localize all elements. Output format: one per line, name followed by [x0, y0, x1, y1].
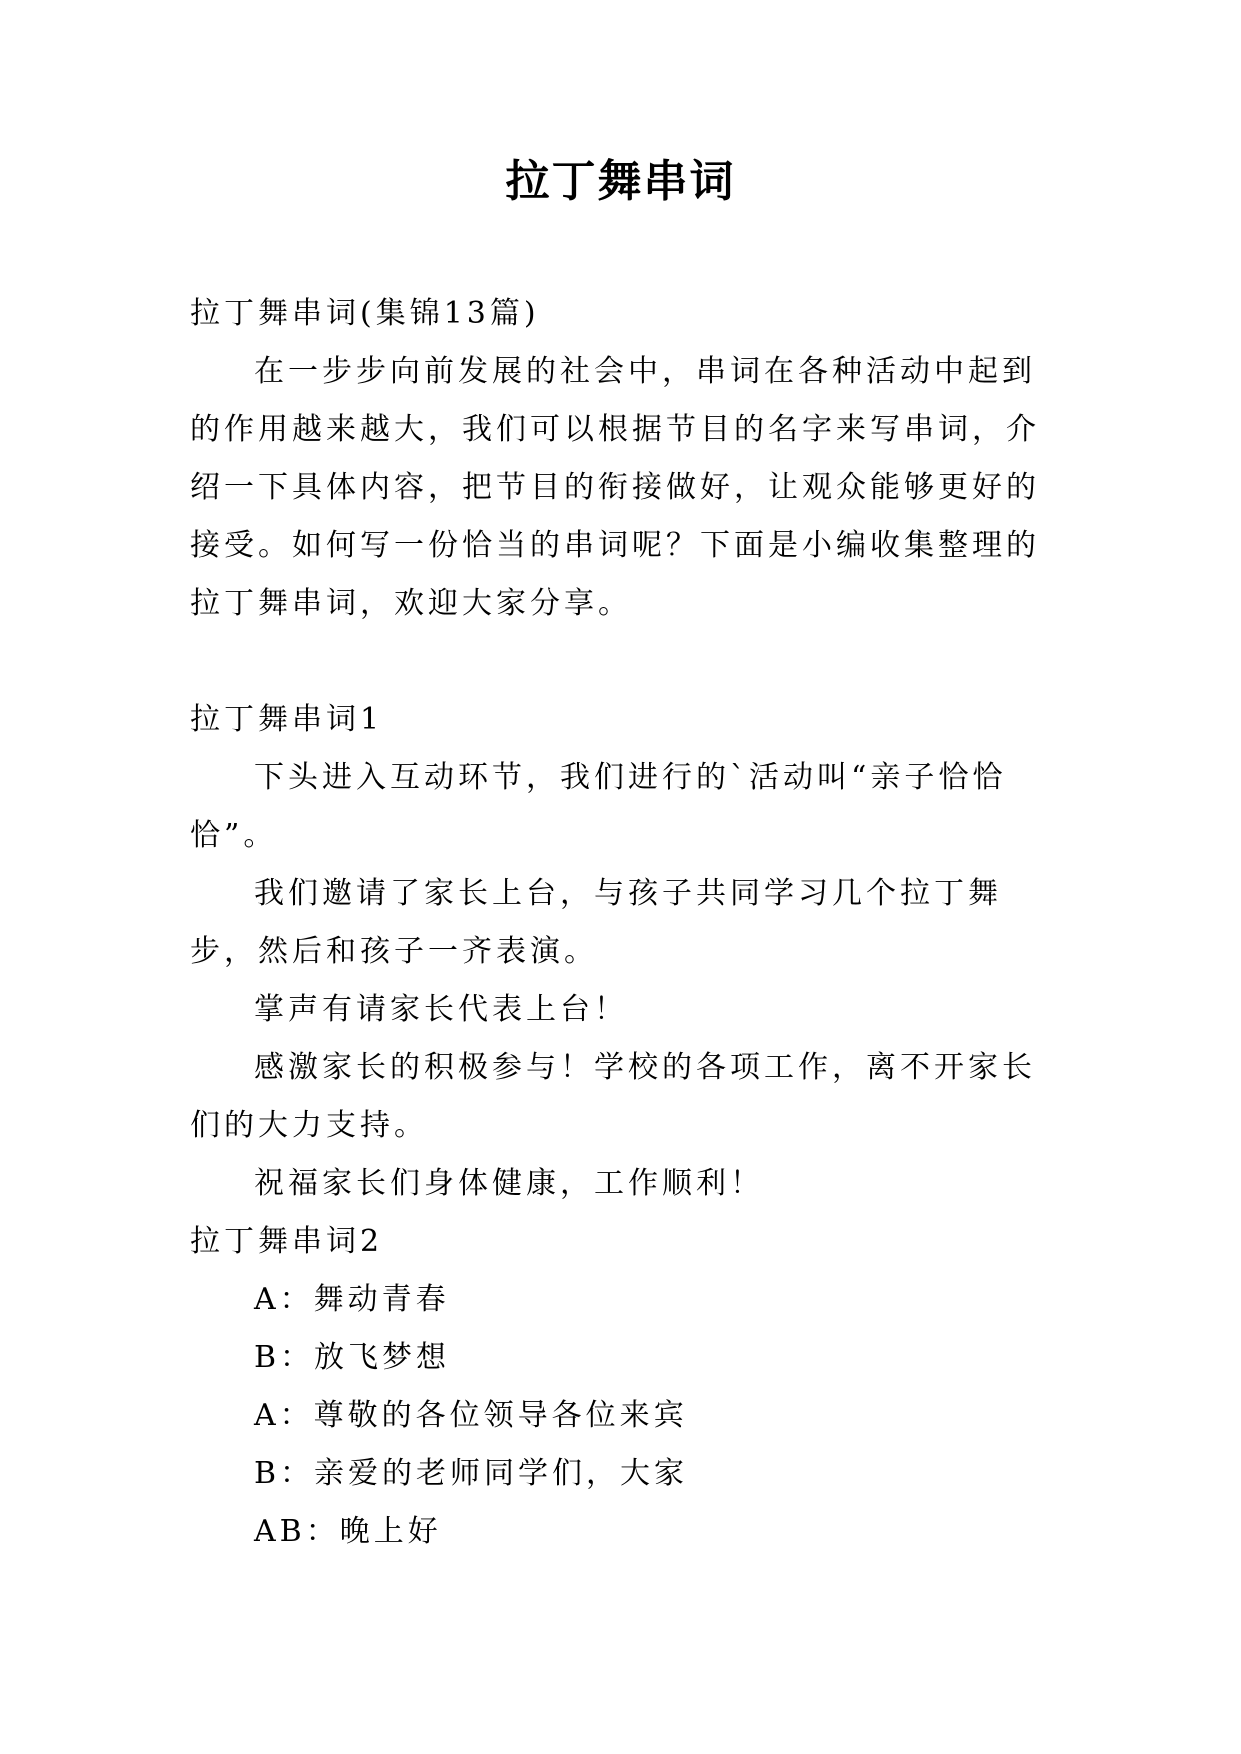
paragraph: 我们邀请了家长上台，与孩子共同学习几个拉丁舞步，然后和孩子一齐表演。 [190, 876, 1002, 969]
dialogue-line: A：舞动青春 [254, 1282, 450, 1317]
paragraph: 感激家长的积极参与！学校的各项工作，离不开家长们的大力支持。 [190, 1050, 1036, 1143]
document-body [190, 285, 1060, 1561]
intro-paragraph: 在一步步向前发展的社会中，串词在各种活动中起到的作用越来越大，我们可以根据节目的名字来写串词，介绍一下具体内容，把节目的衔接做好，让观众能够更好的接受。如何写一份恰当的串词呢？下面是小编收集整理的拉丁舞串词，欢迎大家分享。 [190, 354, 1040, 621]
dialogue-line: AB：晚上好 [254, 1514, 442, 1549]
paragraph: 掌声有请家长代表上台！ [254, 992, 628, 1027]
dialogue-line: B：亲爱的老师同学们，大家 [254, 1456, 689, 1491]
dialogue-line: B：放飞梦想 [254, 1340, 451, 1375]
section-heading-1: 拉丁舞串词1 [190, 702, 384, 737]
dialogue-line: A：尊敬的各位领导各位来宾 [254, 1398, 688, 1433]
paragraph: 祝福家长们身体健康，工作顺利！ [254, 1166, 764, 1201]
section-heading-2: 拉丁舞串词2 [190, 1224, 384, 1259]
section-spacer [190, 633, 1060, 691]
document-title: 拉丁舞串词 [505, 156, 736, 207]
document-subtitle: 拉丁舞串词(集锦13篇) [190, 296, 540, 331]
paragraph: 下头进入互动环节，我们进行的`活动叫“亲子恰恰恰”。 [190, 760, 1007, 853]
